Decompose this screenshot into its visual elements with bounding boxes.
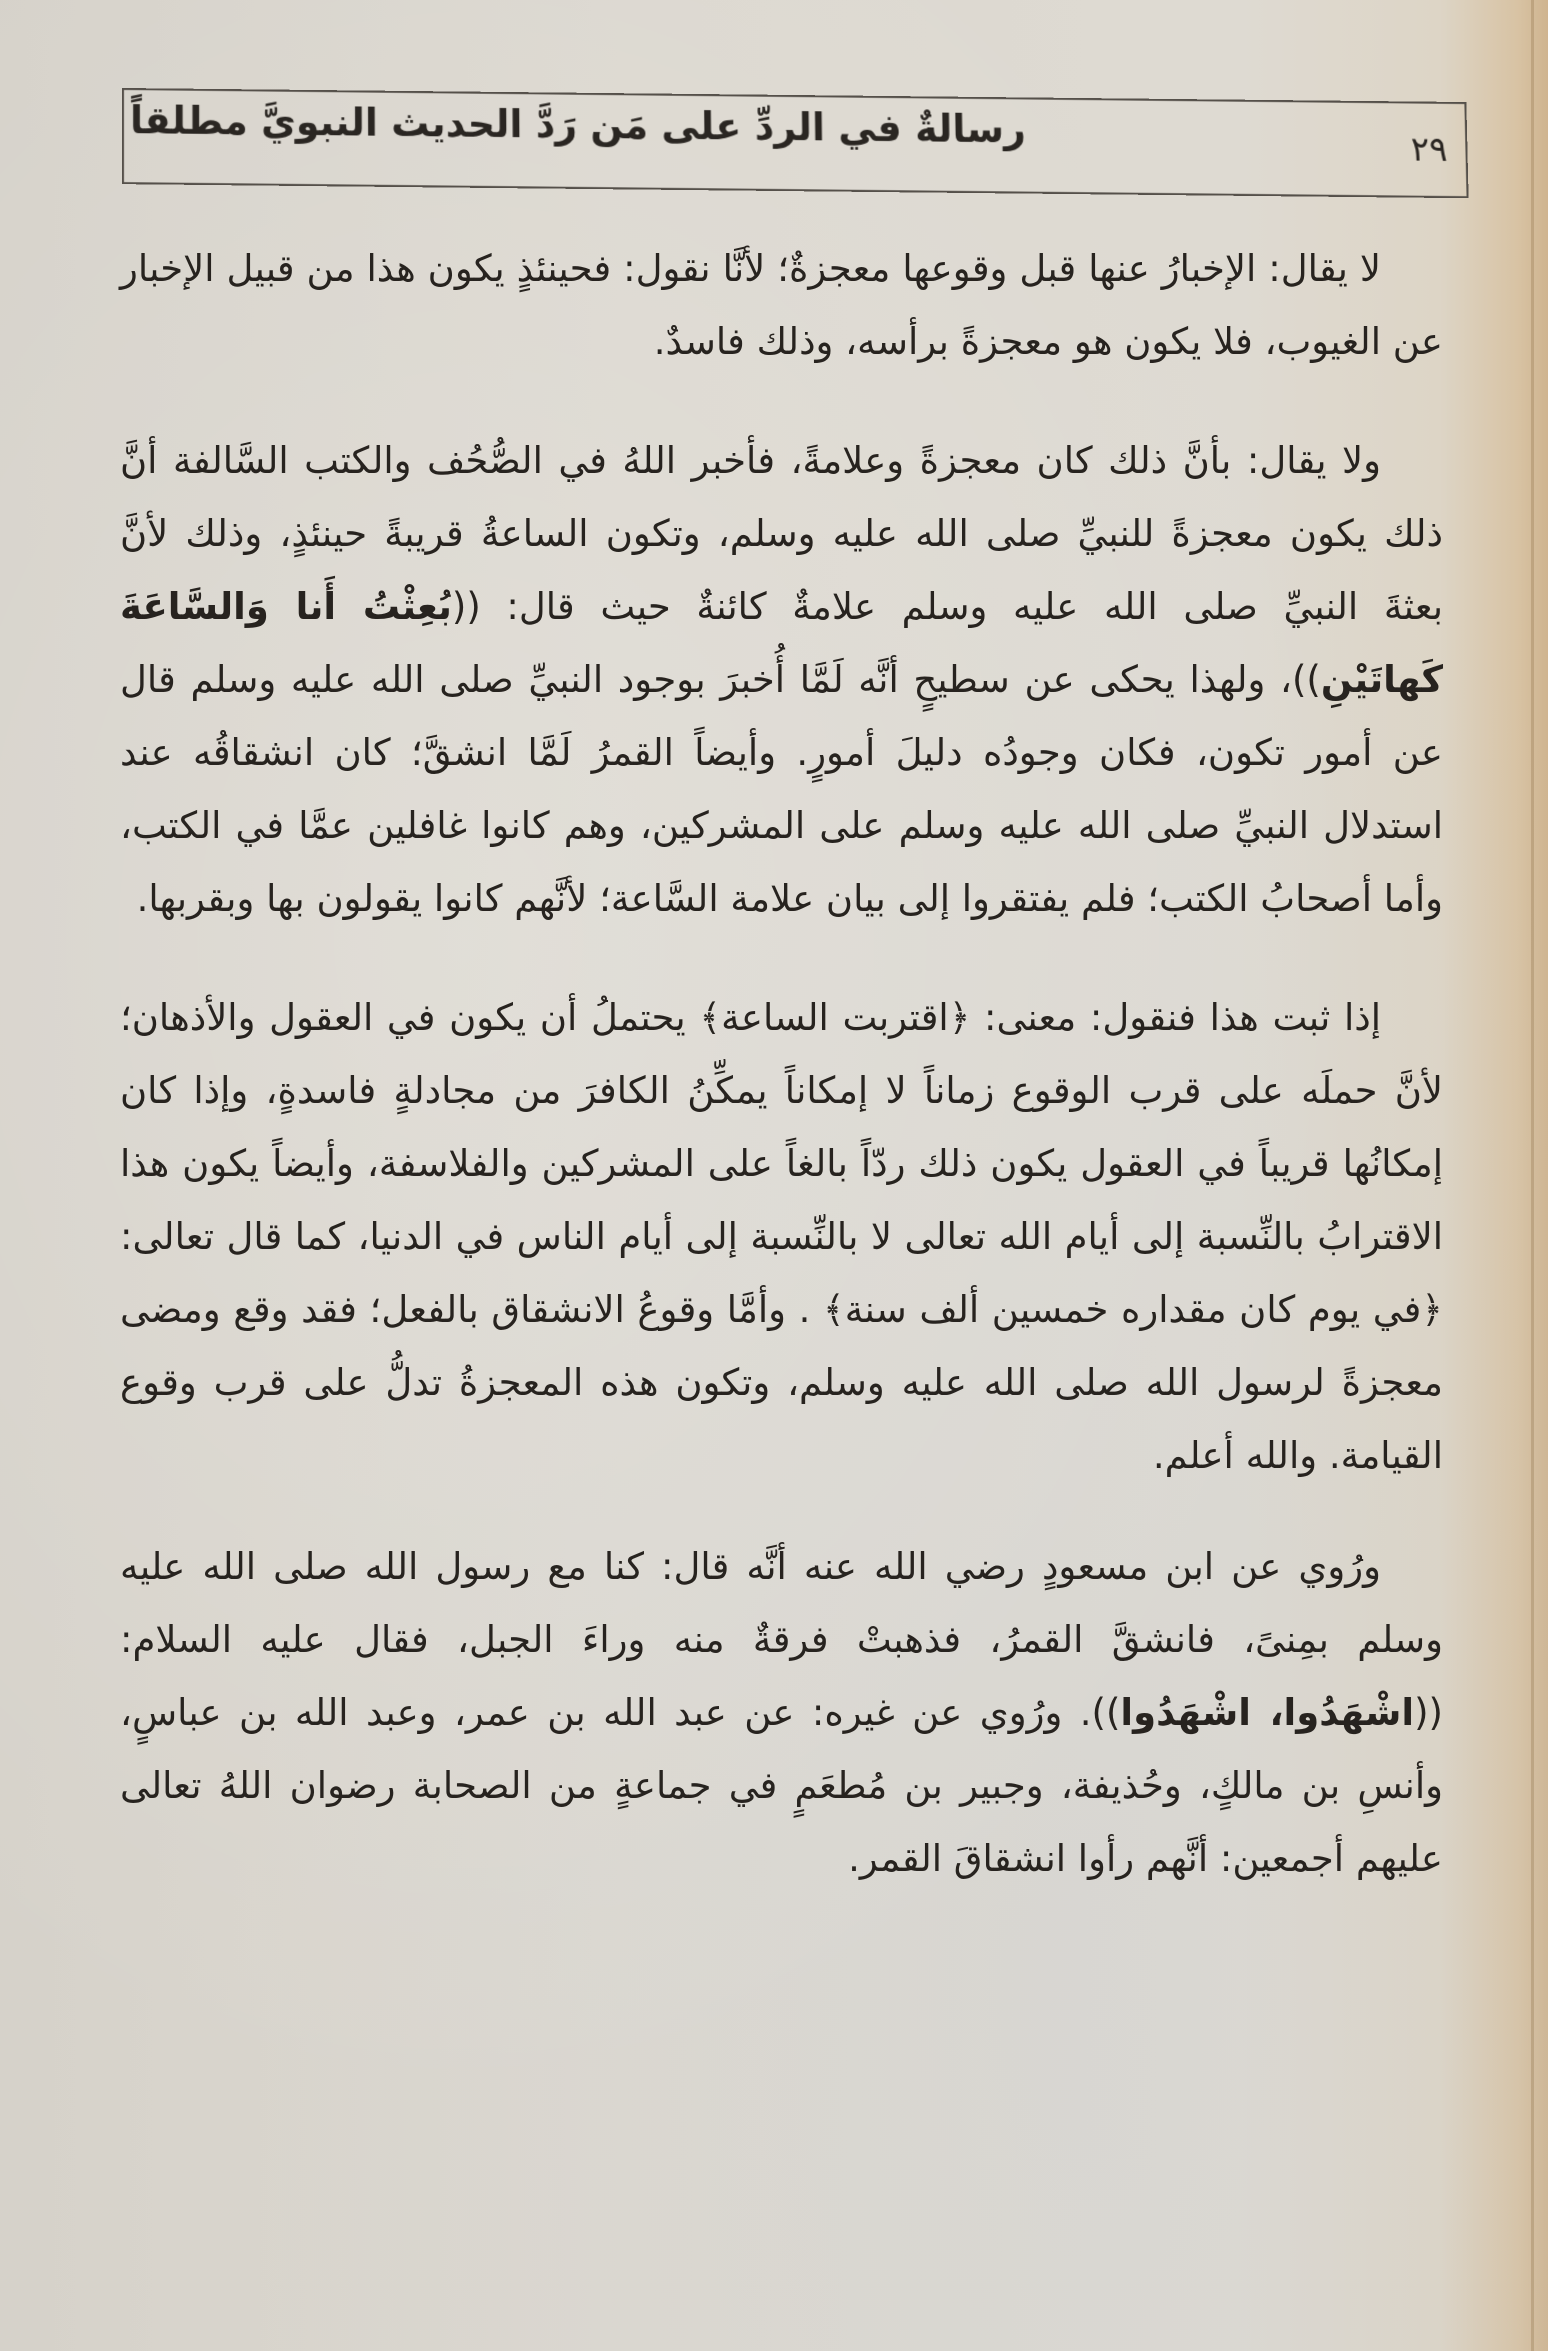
running-header <box>122 88 1469 198</box>
paragraph-text: إذا ثبت هذا فنقول: معنى: <box>970 996 1381 1039</box>
running-title: رسالةٌ في الردِّ على مَن رَدَّ الحديث النبويَّ مطلقاً <box>130 98 1027 152</box>
paragraph-1 <box>120 232 1443 378</box>
paragraph-text: ))، ولهذا يحكى عن سطيحٍ أنَّه لَمَّا أُخبرَ بوجود النبيِّ صلى الله عليه وسلم قال عن أمور تكون، فكان وجودُه دليلَ أمورٍ. وأيضاً القمرُ لَمَّا انشقَّ؛ كان انشقاقُه عند استدلال النبيِّ صلى الله عليه وسلم على المشركين، وهم كانوا غافلين عمَّا في الكتب، وأما أصحابُ الكتب؛ فلم يفتقروا إلى بيان علامة السَّاعة؛ لأنَّهم كانوا يقولون بها وبقربها. <box>120 658 1443 920</box>
hadith-quote: اشْهَدُوا، اشْهَدُوا <box>1120 1691 1415 1734</box>
quran-verse: ﴿اقتربت الساعة﴾ <box>699 996 971 1039</box>
paragraph-text: يحتملُ أن يكون في العقول والأذهان؛ لأنَّ حملَه على قرب الوقوع زماناً لا إمكاناً يمكِّنُ الكافرَ من مجادلةٍ فاسدةٍ، وإذا كان إمكانُها قريباً في العقول يكون ذلك ردّاً بالغاً على المشركين والفلاسفة، وأيضاً يكون هذا الاقترابُ بالنِّسبة إلى أيام الله تعالى لا بالنِّسبة إلى أيام الناس في الدنيا، كما قال تعالى: <box>120 996 1443 1258</box>
paragraph-text: )). ورُوي عن غيره: عن عبد الله بن عمر، وعبد الله بن عباسٍ، وأنسِ بن مالكٍ، وحُذيفة، وجبير بن مُطعَمٍ في جماعةٍ من الصحابة رضوان اللهُ تعالى عليهم أجمعين: أنَّهم رأوا انشقاقَ القمر. <box>120 1691 1443 1880</box>
paragraph-text: ورُوي عن ابن مسعودٍ رضي الله عنه أنَّه قال: كنا مع رسول الله صلى الله عليه وسلم بمِنىً، فانشقَّ القمرُ، فذهبتْ فرقةٌ منه وراءَ الجبل، فقال عليه السلام: (( <box>120 1545 1443 1734</box>
page-edge <box>1531 0 1534 2351</box>
paragraph-text: لا يقال: الإخبارُ عنها قبل وقوعها معجزةٌ؛ لأنَّا نقول: فحينئذٍ يكون هذا من قبيل الإخبار عن الغيوب، فلا يكون هو معجزةً برأسه، وذلك فاسدٌ. <box>120 247 1443 363</box>
quran-verse: ﴿في يوم كان مقداره خمسين ألف سنة﴾ <box>823 1288 1443 1331</box>
page-number: ٢٩ <box>1410 129 1448 170</box>
paragraph-4 <box>120 1530 1443 1895</box>
body-text <box>120 232 1443 1941</box>
paragraph-2 <box>120 424 1443 935</box>
hadith-quote: بُعِثْتُ أَنا وَالسَّاعَةَ كَهاتَيْنِ <box>120 585 1443 701</box>
paragraph-3 <box>120 981 1443 1492</box>
paragraph-text: ولا يقال: بأنَّ ذلك كان معجزةً وعلامةً، فأخبر اللهُ في الصُّحُف والكتب السَّالفة أنَّ ذلك يكون معجزةً للنبيِّ صلى الله عليه وسلم، وتكون الساعةُ قريبةً حينئذٍ، وذلك لأنَّ بعثةَ النبيِّ صلى الله عليه وسلم علامةٌ كائنةٌ حيث قال: (( <box>120 439 1443 628</box>
paragraph-text: . وأمَّا وقوعُ الانشقاق بالفعل؛ فقد وقع ومضى معجزةً لرسول الله صلى الله عليه وسلم، وتكون هذه المعجزةُ تدلُّ على قرب وقوع القيامة. والله أعلم. <box>120 1288 1443 1477</box>
